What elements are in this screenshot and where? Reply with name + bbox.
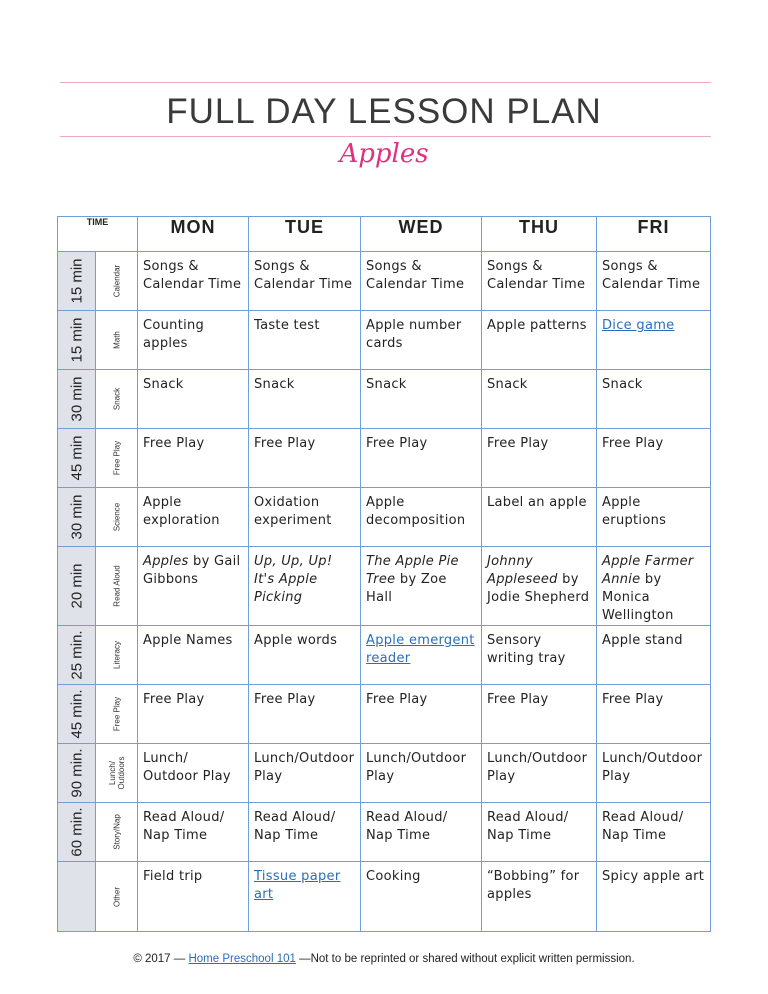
activity-text: Free Play [487,436,549,451]
subject-label: Math [112,331,121,349]
subject-label: Lunch/ Outdoors [107,756,126,790]
activity-cell-fri [597,803,711,862]
subject-cell [96,626,138,685]
activity-text: Free Play [143,436,205,451]
footer-suffix: —Not to be reprinted or shared without explicit written permission. [295,953,635,965]
subject-label: Story/Nap [112,814,121,850]
subject-cell [96,547,138,626]
duration-cell [58,429,96,488]
activity-text: Sensory writing tray [487,633,566,666]
activity-cell-mon [138,547,249,626]
activity-text: Snack [602,377,643,392]
activity-text: Lunch/Outdoor Play [254,751,355,784]
activity-link[interactable]: Dice game [602,318,675,333]
activity-text: Free Play [254,692,316,707]
book-title: Apples [143,554,189,569]
duration-cell [58,252,96,311]
activity-cell-wed [361,862,482,932]
activity-cell-tue [249,370,361,429]
subject-label: Calendar [112,264,121,298]
duration-label: 60 min. [68,807,85,857]
table-row [58,547,711,626]
activity-cell-thu [482,370,597,429]
activity-cell-fri [597,370,711,429]
subject-cell [96,488,138,547]
activity-cell-thu [482,252,597,311]
activity-cell-mon [138,744,249,803]
activity-text: Snack [254,377,295,392]
activity-cell-wed [361,547,482,626]
activity-text: Label an apple [487,495,587,510]
book-title: Johnny Appleseed [487,554,558,587]
subject-label: Free Play [112,440,121,476]
activity-text: Lunch/Outdoor Play [366,751,467,784]
duration-label: 30 min [68,376,85,422]
lesson-plan-table [57,216,711,932]
subject-label: Literacy [112,640,121,670]
activity-text: Free Play [143,692,205,707]
activity-cell-tue [249,744,361,803]
activity-cell-wed [361,429,482,488]
table-row [58,862,711,932]
day-header-tue: TUE [249,217,361,252]
activity-cell-wed [361,626,482,685]
activity-link[interactable]: Tissue paper art [254,869,341,902]
activity-cell-thu [482,862,597,932]
copyright-footer [0,953,768,965]
duration-cell [58,862,96,932]
subject-cell [96,311,138,370]
activity-link[interactable]: Apple emergent reader [366,633,475,666]
subject-label: Read Aloud [112,565,121,607]
activity-text: Free Play [602,692,664,707]
activity-cell-mon [138,252,249,311]
activity-text: Field trip [143,869,203,884]
activity-text: Songs & Calendar Time [602,259,701,292]
time-header: TIME [58,217,138,252]
duration-cell [58,626,96,685]
activity-text: Apple Names [143,633,233,648]
activity-cell-wed [361,488,482,547]
activity-cell-fri [597,862,711,932]
activity-text: Read Aloud/ Nap Time [487,810,569,843]
activity-text: Cooking [366,869,421,884]
activity-text: Counting apples [143,318,205,351]
duration-label: 45 min. [68,689,85,739]
activity-cell-tue [249,488,361,547]
activity-cell-thu [482,685,597,744]
subject-label: Science [112,502,121,532]
activity-text: Read Aloud/ Nap Time [254,810,336,843]
activity-text: Free Play [366,692,428,707]
activity-text: Free Play [487,692,549,707]
activity-cell-fri [597,547,711,626]
subject-cell [96,429,138,488]
activity-text: Lunch/Outdoor Play [602,751,703,784]
activity-cell-mon [138,370,249,429]
activity-cell-wed [361,685,482,744]
subject-cell [96,862,138,932]
activity-text: Apple eruptions [602,495,667,528]
activity-text: Free Play [254,436,316,451]
duration-cell [58,488,96,547]
top-rule [60,82,711,83]
activity-cell-mon [138,311,249,370]
activity-cell-fri [597,685,711,744]
activity-cell-wed [361,252,482,311]
duration-cell [58,547,96,626]
activity-text: Songs & Calendar Time [143,259,242,292]
header-row [58,217,711,252]
activity-cell-tue [249,626,361,685]
activity-text: Snack [487,377,528,392]
book-author: by Zoe Hall [366,572,447,605]
activity-cell-thu [482,547,597,626]
activity-cell-tue [249,685,361,744]
activity-cell-mon [138,803,249,862]
activity-cell-thu [482,626,597,685]
activity-cell-fri [597,311,711,370]
activity-cell-mon [138,429,249,488]
duration-cell [58,311,96,370]
table-row [58,744,711,803]
activity-cell-thu [482,803,597,862]
activity-cell-tue [249,862,361,932]
activity-cell-mon [138,685,249,744]
activity-text: Apple words [254,633,338,648]
subject-label: Other [112,886,121,907]
activity-text: Free Play [602,436,664,451]
activity-text: Read Aloud/ Nap Time [366,810,448,843]
subject-cell [96,803,138,862]
activity-text: Songs & Calendar Time [366,259,465,292]
activity-text: Songs & Calendar Time [254,259,353,292]
activity-text: Free Play [366,436,428,451]
duration-label: 45 min [68,435,85,481]
activity-cell-tue [249,252,361,311]
table-row [58,626,711,685]
subject-cell [96,370,138,429]
activity-cell-fri [597,252,711,311]
activity-cell-mon [138,626,249,685]
activity-text: Lunch/ Outdoor Play [143,751,231,784]
footer-prefix: © 2017 — [133,953,189,965]
activity-text: Songs & Calendar Time [487,259,586,292]
duration-cell [58,803,96,862]
book-author: by Monica Wellington [602,572,674,623]
activity-cell-thu [482,488,597,547]
day-header-wed: WED [361,217,482,252]
activity-text: Apple patterns [487,318,587,333]
duration-label: 15 min [68,317,85,363]
activity-cell-mon [138,862,249,932]
activity-cell-mon [138,488,249,547]
lesson-plan-body [58,252,711,932]
table-row [58,685,711,744]
activity-cell-thu [482,744,597,803]
activity-text: Oxidation experiment [254,495,332,528]
duration-label: 30 min [68,494,85,540]
duration-cell [58,685,96,744]
duration-cell [58,370,96,429]
book-title: The Apple Pie Tree [366,554,459,587]
table-row [58,488,711,547]
duration-label: 90 min. [68,748,85,798]
activity-cell-wed [361,803,482,862]
duration-label: 25 min. [68,630,85,680]
table-row [58,252,711,311]
activity-cell-fri [597,429,711,488]
activity-text: Apple exploration [143,495,220,528]
subject-cell [96,685,138,744]
table-row [58,803,711,862]
activity-text: Spicy apple art [602,869,705,884]
activity-text: Lunch/Outdoor Play [487,751,588,784]
subject-label: Snack [112,387,121,411]
activity-cell-fri [597,626,711,685]
activity-cell-tue [249,429,361,488]
title-rule [60,136,711,137]
activity-cell-thu [482,311,597,370]
activity-cell-wed [361,744,482,803]
day-header-thu: THU [482,217,597,252]
activity-text: Read Aloud/ Nap Time [602,810,684,843]
activity-text: Apple number cards [366,318,462,351]
footer-link[interactable]: Home Preschool 101 [188,953,296,965]
activity-text: Apple decomposition [366,495,466,528]
book-author: by Jodie Shepherd [487,572,590,605]
activity-cell-fri [597,488,711,547]
activity-cell-tue [249,547,361,626]
activity-cell-thu [482,429,597,488]
page-subtitle: Apples [339,139,429,169]
activity-cell-wed [361,311,482,370]
activity-text: Taste test [254,318,320,333]
book-title: Up, Up, Up! It's Apple Picking [254,554,333,605]
activity-text: Snack [143,377,184,392]
day-header-fri: FRI [597,217,711,252]
subject-cell [96,252,138,311]
book-author: by Gail Gibbons [143,554,241,587]
activity-cell-fri [597,744,711,803]
activity-text: “Bobbing” for apples [487,869,580,902]
activity-cell-tue [249,803,361,862]
activity-text: Read Aloud/ Nap Time [143,810,225,843]
table-row [58,311,711,370]
book-title: Apple Farmer Annie [602,554,694,587]
subject-cell [96,744,138,803]
activity-cell-wed [361,370,482,429]
activity-cell-tue [249,311,361,370]
page-title: FULL DAY LESSON PLAN [166,92,602,131]
subject-label: Free Play [112,696,121,732]
table-row [58,370,711,429]
day-header-mon: MON [138,217,249,252]
duration-cell [58,744,96,803]
activity-text: Apple stand [602,633,683,648]
activity-text: Snack [366,377,407,392]
table-row [58,429,711,488]
duration-label: 20 min [68,563,85,609]
duration-label: 15 min [68,258,85,304]
